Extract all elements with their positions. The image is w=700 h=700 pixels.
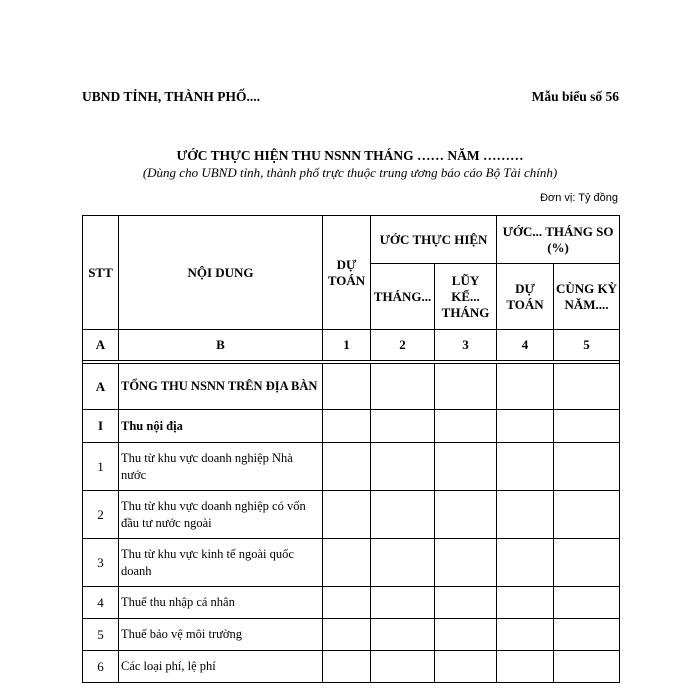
cell-luy-ke — [435, 539, 497, 587]
table-row — [83, 491, 620, 539]
row-content: Các loại phí, lệ phí — [119, 651, 323, 683]
table-row — [83, 539, 620, 587]
cell-cung-ky — [554, 410, 620, 443]
cell-luy-ke — [435, 651, 497, 683]
row-stt: I — [83, 410, 119, 443]
header-luy-ke: LŨY KẾ... THÁNG — [435, 264, 497, 330]
cell-thang — [371, 410, 435, 443]
row-stt: 2 — [83, 491, 119, 539]
index-cell: 1 — [323, 330, 371, 361]
cell-luy-ke — [435, 364, 497, 410]
cell-thang — [371, 539, 435, 587]
table-row — [83, 364, 620, 410]
cell-luy-ke — [435, 619, 497, 651]
row-content: Thu nội địa — [119, 410, 323, 443]
cell-du-toan — [323, 443, 371, 491]
cell-luy-ke — [435, 491, 497, 539]
row-content: Thuế thu nhập cá nhân — [119, 587, 323, 619]
row-content: Thu từ khu vực kinh tế ngoài quốc doanh — [119, 539, 323, 587]
cell-so-du-toan — [497, 651, 554, 683]
cell-thang — [371, 364, 435, 410]
cell-cung-ky — [554, 364, 620, 410]
row-stt: A — [83, 364, 119, 410]
cell-cung-ky — [554, 443, 620, 491]
cell-cung-ky — [554, 587, 620, 619]
header-noi-dung: NỘI DUNG — [119, 216, 323, 330]
row-content: TỔNG THU NSNN TRÊN ĐỊA BÀN — [119, 364, 323, 410]
table-row — [83, 587, 620, 619]
cell-luy-ke — [435, 410, 497, 443]
cell-cung-ky — [554, 651, 620, 683]
cell-du-toan — [323, 410, 371, 443]
header-uoc-so-sanh: ƯỚC... THÁNG SO (%) — [497, 216, 620, 264]
table-row — [83, 443, 620, 491]
row-content: Thuế bảo vệ môi trường — [119, 619, 323, 651]
cell-thang — [371, 491, 435, 539]
cell-du-toan — [323, 491, 371, 539]
row-content: Thu từ khu vực doanh nghiệp Nhà nước — [119, 443, 323, 491]
row-stt: 5 — [83, 619, 119, 651]
index-cell: 5 — [554, 330, 620, 361]
cell-luy-ke — [435, 443, 497, 491]
cell-luy-ke — [435, 587, 497, 619]
cell-du-toan — [323, 539, 371, 587]
cell-thang — [371, 587, 435, 619]
cell-thang — [371, 651, 435, 683]
cell-so-du-toan — [497, 443, 554, 491]
document-title: ƯỚC THỰC HIỆN THU NSNN THÁNG …… NĂM ……… — [176, 148, 524, 163]
cell-cung-ky — [554, 539, 620, 587]
revenue-table — [82, 215, 620, 683]
header-du-toan: DỰ TOÁN — [323, 216, 371, 330]
header-so-du-toan: DỰ TOÁN — [497, 264, 554, 330]
cell-du-toan — [323, 651, 371, 683]
unit-label: Đơn vị: Tỷ đồng — [540, 192, 618, 204]
header-row-1 — [83, 216, 620, 264]
table-row — [83, 619, 620, 651]
index-cell: 4 — [497, 330, 554, 361]
index-cell: A — [83, 330, 119, 361]
index-row — [83, 330, 620, 361]
row-stt: 1 — [83, 443, 119, 491]
header-thang: THÁNG... — [371, 264, 435, 330]
cell-du-toan — [323, 364, 371, 410]
index-cell: 3 — [435, 330, 497, 361]
form-number: Mẫu biểu số 56 — [531, 89, 619, 104]
header-uoc-thuc-hien: ƯỚC THỰC HIỆN — [371, 216, 497, 264]
cell-so-du-toan — [497, 491, 554, 539]
cell-cung-ky — [554, 619, 620, 651]
cell-thang — [371, 619, 435, 651]
row-stt: 6 — [83, 651, 119, 683]
index-cell: 2 — [371, 330, 435, 361]
index-cell: B — [119, 330, 323, 361]
row-content: Thu từ khu vực doanh nghiệp có vốn đầu tư nước ngoài — [119, 491, 323, 539]
table-row — [83, 410, 620, 443]
header-cung-ky: CÙNG KỲ NĂM.... — [554, 264, 620, 330]
cell-so-du-toan — [497, 539, 554, 587]
cell-so-du-toan — [497, 410, 554, 443]
row-stt: 4 — [83, 587, 119, 619]
cell-so-du-toan — [497, 587, 554, 619]
cell-du-toan — [323, 587, 371, 619]
header-stt: STT — [83, 216, 119, 330]
cell-cung-ky — [554, 491, 620, 539]
cell-so-du-toan — [497, 619, 554, 651]
cell-du-toan — [323, 619, 371, 651]
document-header — [82, 89, 619, 105]
cell-so-du-toan — [497, 364, 554, 410]
document-subtitle: (Dùng cho UBND tỉnh, thành phố trực thuộc trung ương báo cáo Bộ Tài chính) — [142, 165, 558, 180]
issuer-label: UBND TỈNH, THÀNH PHỐ.... — [82, 89, 261, 104]
row-stt: 3 — [83, 539, 119, 587]
table-row — [83, 651, 620, 683]
cell-thang — [371, 443, 435, 491]
